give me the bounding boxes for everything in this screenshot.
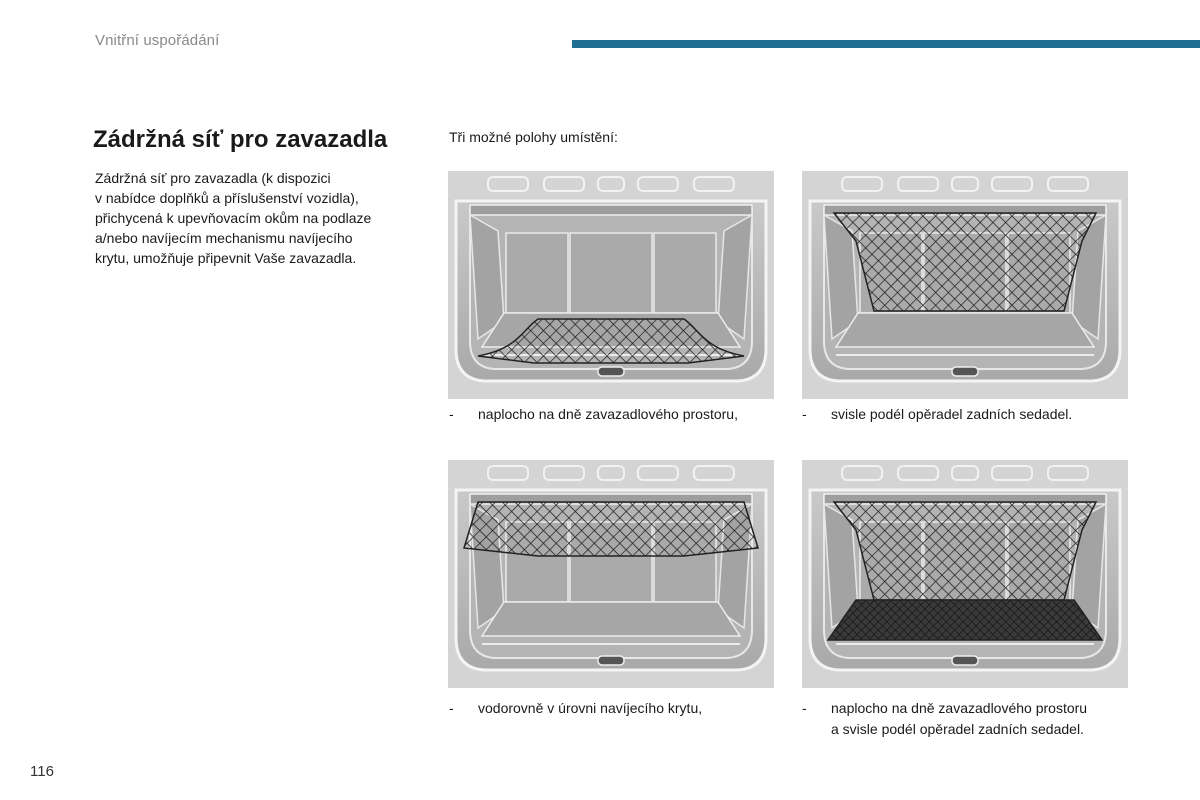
net-vertical (834, 502, 1096, 600)
caption-text: naplocho na dně zavazadlového prostoru, (478, 406, 738, 422)
trunk-illustration-floor-and-vertical (802, 460, 1128, 688)
net-horizontal (464, 502, 758, 556)
page-number: 116 (30, 763, 54, 780)
trunk-illustration-horizontal (448, 460, 774, 688)
net-vertical (834, 213, 1096, 311)
caption-bullet: - (802, 700, 807, 716)
net-floor (828, 600, 1102, 640)
intro-line: a/nebo navíjecím mechanismu navíjecího (95, 230, 353, 246)
caption-vertical (802, 404, 1132, 428)
positions-heading: Tři možné polohy umístění: (449, 129, 618, 145)
caption-text: a svisle podél opěradel zadních sedadel. (831, 721, 1084, 737)
page-title: Zádržná síť pro zavazadla (93, 126, 388, 153)
section-header: Vnitřní uspořádání (95, 32, 220, 49)
caption-horizontal (449, 698, 779, 722)
trunk-illustration-vertical (802, 171, 1128, 399)
caption-text: vodorovně v úrovni navíjecího krytu, (478, 700, 703, 716)
intro-paragraph (95, 168, 415, 268)
intro-line: v nabídce doplňků a příslušenství vozidla), (95, 190, 359, 206)
caption-floor (449, 404, 779, 428)
intro-line: Zádržná síť pro zavazadla (k dispozici (95, 170, 331, 186)
caption-bullet: - (449, 700, 454, 716)
caption-text: svisle podél opěradel zadních sedadel. (831, 406, 1073, 422)
caption-bullet: - (802, 406, 807, 422)
caption-floor-and-vertical (802, 698, 1132, 742)
intro-line: krytu, umožňuje připevnit Vaše zavazadla. (95, 250, 357, 266)
trunk-floor-net-drawing (448, 171, 774, 399)
header-accent-bar (572, 40, 1200, 48)
caption-text: naplocho na dně zavazadlového prostoru (831, 700, 1088, 716)
trunk-illustration-floor (448, 171, 774, 399)
intro-line: přichycená k upevňovacím okům na podlaze (95, 210, 372, 226)
caption-bullet: - (449, 406, 454, 422)
